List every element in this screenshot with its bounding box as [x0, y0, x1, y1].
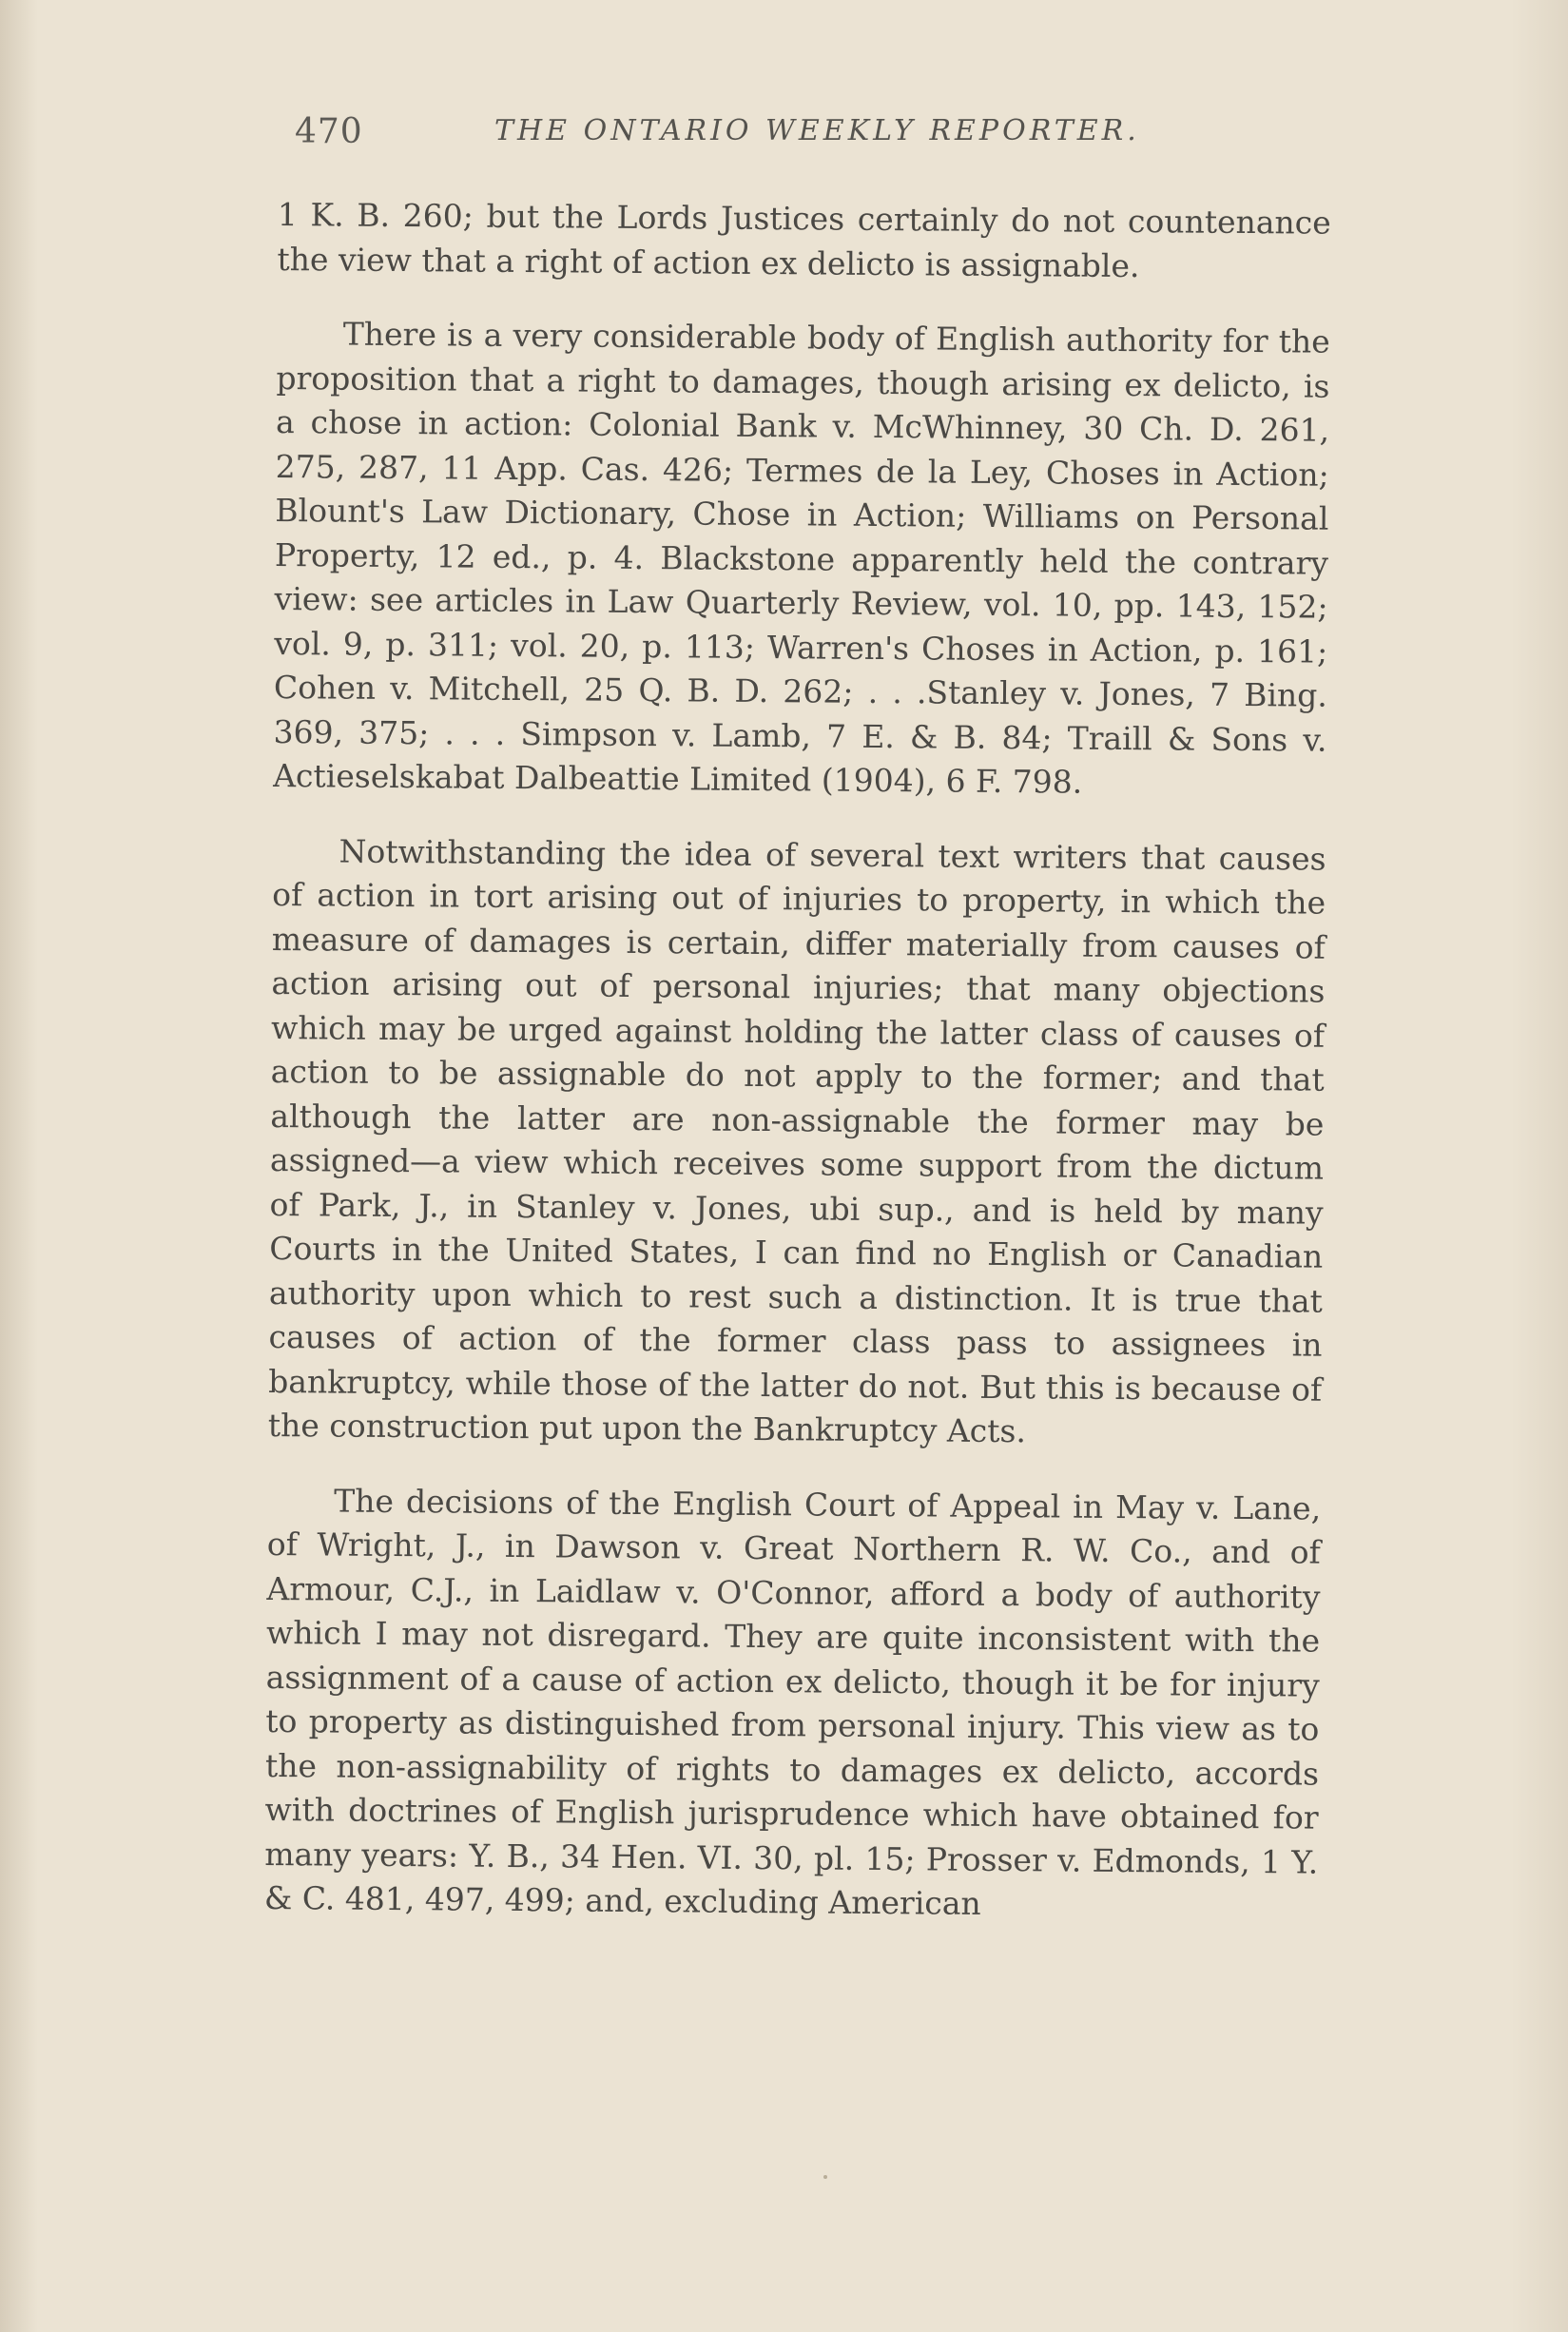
paragraph-continuation: 1 K. B. 260; but the Lords Justices certainly do not countenance the view that a right of action ex delicto is assignable.: [277, 195, 1331, 284]
paper-speck: [823, 2175, 827, 2179]
paragraph-court-of-appeal: The decisions of the English Court of Appeal in May v. Lane, of Wright, J., in Dawson v. Great Northern R. W. Co., and of Armour, C.J., in Laidlaw v. O'Connor, afford a body of authority which I may not disregard. They are quite inconsistent with the assignment of a cause of action ex delicto, though it be for injury to property as distinguished from personal injury. This view as to the non-assignability of rights to damages ex delicto, accords with doctrines of English jurisprudence which have obtained for many years: Y. B., 34 Hen. VI. 30, pl. 15; Prosser v. Edmonds, 1 Y. & C. 481, 497, 499; and, excluding American: [263, 1482, 1322, 1922]
body-text: [264, 193, 1331, 1929]
running-title: THE ONTARIO WEEKLY REPORTER.: [494, 114, 1140, 147]
paragraph-tort-distinction: Notwithstanding the idea of several text writers that causes of action in tort arising out of injuries to property, in which the measure of damages is certain, differ materially from causes of action arising out of personal injuries; that many objections which may be urged against holding the latter class of causes of action to be assignable do not apply to the former; and that although the latter are non-assignable the former may be assigned—a view which receives some support from the dictum of Park, J., in Stanley v. Jones, ubi sup., and is held by many Courts in the United States, I can find no English or Canadian authority upon which to rest such a distinction. It is true that causes of action of the former class pass to assignees in bankruptcy, while those of the latter do not. But this is because of the construction put upon the Bankruptcy Acts.: [267, 832, 1326, 1450]
page-header: [295, 112, 1331, 169]
page-number: 470: [295, 112, 363, 151]
paragraph-chose-in-action: There is a very considerable body of English authority for the proposition that a right to damages, though arising ex delicto, is a chose in action: Colonial Bank v. McWhinney, 30 Ch. D. 261, 275, 287, 11 App. Cas. 426; Termes de la Ley, Choses in Action; Blount's Law Dictionary, Chose in Action; Williams on Personal Property, 12 ed., p. 4. Blackstone apparently held the contrary view: see articles in Law Quarterly Review, vol. 10, pp. 143, 152; vol. 9, p. 311; vol. 20, p. 113; Warren's Choses in Action, p. 161; Cohen v. Mitchell, 25 Q. B. D. 262; . . .Stanley v. Jones, 7 Bing. 369, 375; . . . Simpson v. Lamb, 7 E. & B. 84; Traill & Sons v. Actieselskabat Dalbeattie Limited (1904), 6 F. 798.: [273, 315, 1330, 801]
